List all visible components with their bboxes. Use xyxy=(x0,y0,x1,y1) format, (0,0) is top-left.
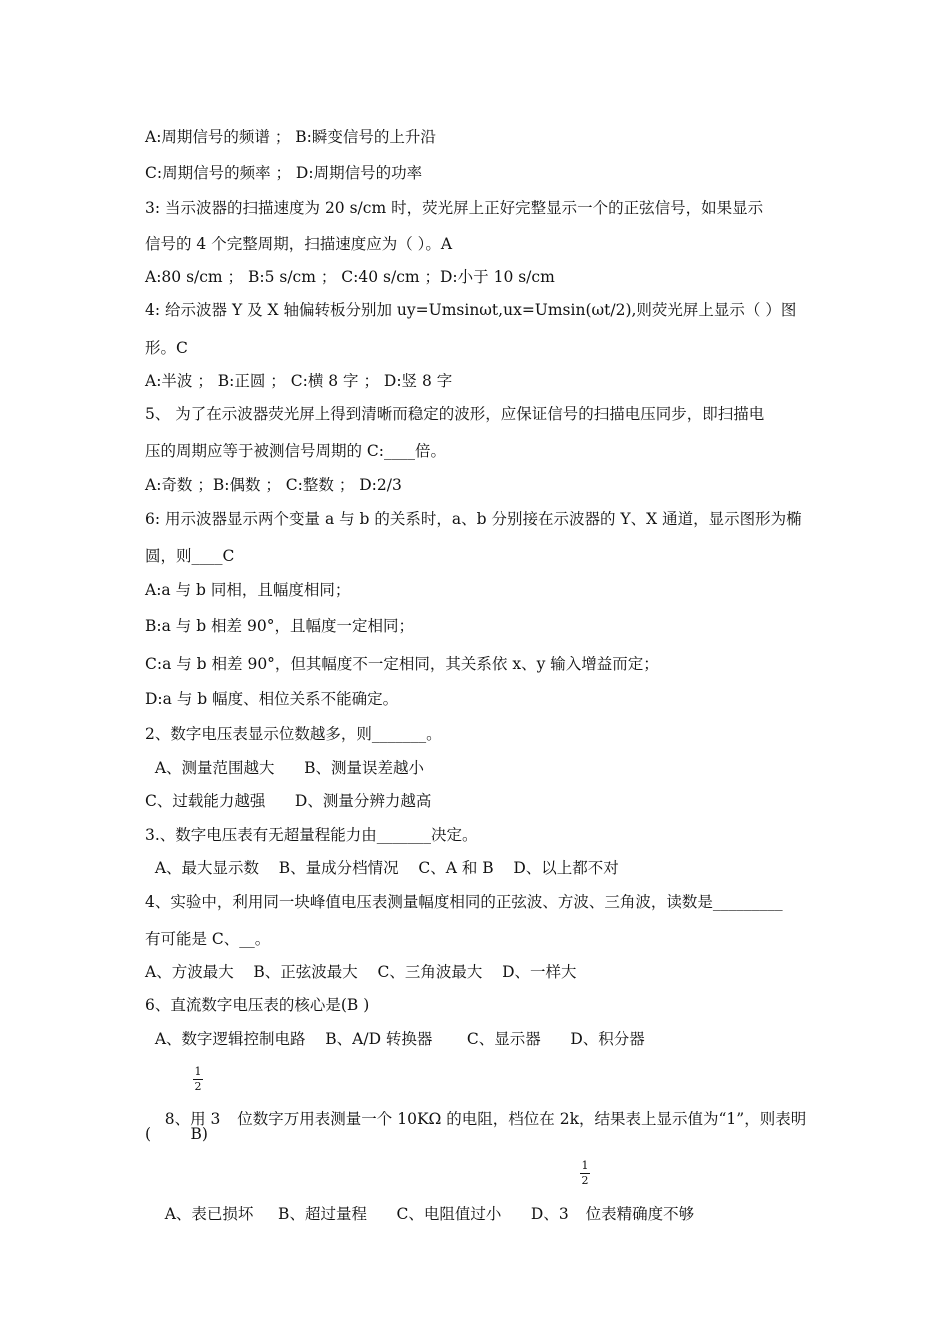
text-line: 信号的 4 个完整周期，扫描速度应为（ ）。A xyxy=(145,235,453,253)
text-line: 4: 给示波器 Y 及 X 轴偏转板分别加 uy=Umsinωt,ux=Umsin(ωt/2),则荧光屏上显示（ ）图 xyxy=(145,301,797,319)
text-line: A、方波最大 B、正弦波最大 C、三角波最大 D、一样大 xyxy=(145,963,577,981)
text-line: 4、实验中，利用同一块峰值电压表测量幅度相同的正弦波、方波、三角波，读数是_________ xyxy=(145,893,783,911)
fraction-one-half xyxy=(193,1066,203,1093)
text-line: A、测量范围越大 B、测量误差越小 xyxy=(145,759,425,777)
text-line: A、最大显示数 B、量成分档情况 C、A 和 B D、以上都不对 xyxy=(145,859,619,877)
text-line: A:周期信号的频谱 ； B:瞬变信号的上升沿 xyxy=(145,128,436,146)
text-line: A:奇数 ；B:偶数 ； C:整数 ； D:2/3 xyxy=(145,476,402,494)
text-line: 压的周期应等于被测信号周期的 C:____倍。 xyxy=(145,442,447,460)
text-line: 3: 当示波器的扫描速度为 20 s/cm 时，荧光屏上正好完整显示一个的正弦信号，如果显示 xyxy=(145,199,764,217)
text-line: A:a 与 b 同相，且幅度相同； xyxy=(145,581,351,599)
q8-prefix: 8、用 3 xyxy=(164,1110,221,1128)
text-line: C、过载能力越强 D、测量分辨力越高 xyxy=(145,792,432,810)
text-line: 2、数字电压表显示位数越多，则_______。 xyxy=(145,725,442,743)
text-line: 6、直流数字电压表的核心是(B ) xyxy=(145,996,370,1014)
text-line: 6: 用示波器显示两个变量 a 与 b 的关系时，a、b 分别接在示波器的 Y、X 通道，显示图形为椭 xyxy=(145,510,802,528)
text-line: C:周期信号的频率 ； D:周期信号的功率 xyxy=(145,164,423,182)
text-line: A:半波 ； B:正圆 ； C:横 8 字 ； D:竖 8 字 xyxy=(145,372,453,390)
text-line: 5、 为了在示波器荧光屏上得到清晰而稳定的波形，应保证信号的扫描电压同步，即扫描电 xyxy=(145,405,765,423)
text-line: 形。C xyxy=(145,339,188,357)
text-line: D:a 与 b 幅度、相位关系不能确定。 xyxy=(145,690,399,708)
text-line: C:a 与 b 相差 90°，但其幅度不一定相同，其关系依 x、y 输入增益而定； xyxy=(145,655,659,673)
q8-suffix: 位数字万用表测量一个 10KΩ 的电阻，档位在 2k，结果表上显示值为“1”，则表明 xyxy=(232,1110,807,1128)
q8-options-suffix: 位表精确度不够 xyxy=(580,1205,695,1223)
text-line: A、数字逻辑控制电路 B、A/D 转换器 C、显示器 D、积分器 xyxy=(145,1030,645,1048)
fraction-denominator: 2 xyxy=(581,1174,589,1187)
text-line: B:a 与 b 相差 90°，且幅度一定相同； xyxy=(145,617,414,635)
question-8-answer: ( B) xyxy=(145,1125,208,1143)
text-line: A:80 s/cm ； B:5 s/cm ； C:40 s/cm ；D:小于 10 s/cm xyxy=(145,268,555,286)
fraction-numerator: 1 xyxy=(581,1159,589,1172)
text-line: 圆，则____C xyxy=(145,547,235,565)
text-line: 3.、数字电压表有无超量程能力由_______决定。 xyxy=(145,826,478,844)
text-line: 有可能是 C、__。 xyxy=(145,930,271,948)
fraction-numerator: 1 xyxy=(194,1065,202,1078)
q8-options-prefix: A、表已损坏 B、超过量程 C、电阻值过小 D、3 xyxy=(164,1205,569,1223)
fraction-denominator: 2 xyxy=(194,1080,202,1093)
question-8-line xyxy=(145,1089,806,1149)
question-8-options xyxy=(145,1184,694,1244)
fraction-one-half-options xyxy=(580,1160,590,1187)
